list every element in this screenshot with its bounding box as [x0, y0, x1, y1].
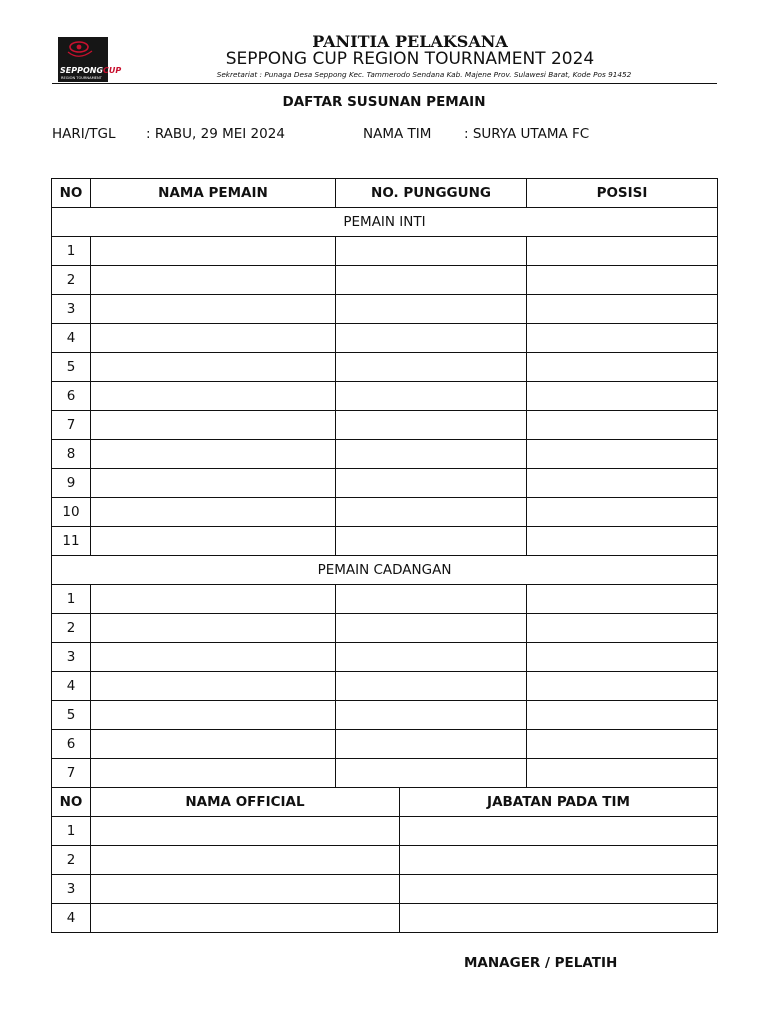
jersey-number-cell[interactable]: [336, 295, 527, 324]
starter-row: [52, 469, 718, 498]
starter-row: [52, 498, 718, 527]
document-title: DAFTAR SUSUNAN PEMAIN: [282, 94, 486, 110]
position-cell[interactable]: [527, 353, 718, 382]
event-title: SEPPONG CUP REGION TOURNAMENT 2024: [225, 49, 595, 69]
row-number: 6: [52, 730, 91, 759]
starters-section-row: [52, 208, 718, 237]
col-header-position: POSISI: [527, 179, 718, 208]
official-row: [52, 875, 718, 904]
position-cell[interactable]: [527, 585, 718, 614]
sub-row: [52, 614, 718, 643]
position-cell[interactable]: [527, 411, 718, 440]
official-role-cell[interactable]: [400, 904, 718, 933]
col-header-official-role: JABATAN PADA TIM: [400, 788, 718, 817]
jersey-number-cell[interactable]: [336, 759, 527, 788]
sub-row: [52, 759, 718, 788]
header-divider: [52, 83, 717, 84]
sub-row: [52, 730, 718, 759]
row-number: 1: [52, 817, 91, 846]
subs-section-row: [52, 556, 718, 585]
official-row: [52, 817, 718, 846]
position-cell[interactable]: [527, 730, 718, 759]
player-name-cell[interactable]: [91, 237, 336, 266]
row-number: 7: [52, 759, 91, 788]
jersey-number-cell[interactable]: [336, 382, 527, 411]
player-name-cell[interactable]: [91, 295, 336, 324]
player-name-cell[interactable]: [91, 759, 336, 788]
position-cell[interactable]: [527, 324, 718, 353]
starter-row: [52, 440, 718, 469]
player-name-cell[interactable]: [91, 614, 336, 643]
player-name-cell[interactable]: [91, 440, 336, 469]
subs-section-label: PEMAIN CADANGAN: [52, 556, 718, 585]
date-value: : RABU, 29 MEI 2024: [146, 126, 285, 142]
row-number: 2: [52, 614, 91, 643]
row-number: 2: [52, 266, 91, 295]
sub-row: [52, 701, 718, 730]
roster-header-row: [52, 179, 718, 208]
official-name-cell[interactable]: [91, 904, 400, 933]
logo-ball: [77, 45, 82, 50]
starter-row: [52, 382, 718, 411]
position-cell[interactable]: [527, 701, 718, 730]
jersey-number-cell[interactable]: [336, 672, 527, 701]
player-name-cell[interactable]: [91, 498, 336, 527]
starter-row: [52, 237, 718, 266]
position-cell[interactable]: [527, 382, 718, 411]
row-number: 7: [52, 411, 91, 440]
official-role-cell[interactable]: [400, 817, 718, 846]
col-header-official-name: NAMA OFFICIAL: [91, 788, 400, 817]
officials-header-row: [52, 788, 718, 817]
row-number: 8: [52, 440, 91, 469]
row-number: 3: [52, 643, 91, 672]
player-name-cell[interactable]: [91, 469, 336, 498]
jersey-number-cell[interactable]: [336, 643, 527, 672]
official-role-cell[interactable]: [400, 846, 718, 875]
col-header-player-name: NAMA PEMAIN: [91, 179, 336, 208]
organizer-title: PANITIA PELAKSANA: [312, 32, 508, 51]
official-name-cell[interactable]: [91, 817, 400, 846]
player-name-cell[interactable]: [91, 585, 336, 614]
official-name-cell[interactable]: [91, 875, 400, 904]
jersey-number-cell[interactable]: [336, 266, 527, 295]
starter-row: [52, 353, 718, 382]
official-row: [52, 846, 718, 875]
starter-row: [52, 324, 718, 353]
jersey-number-cell[interactable]: [336, 527, 527, 556]
jersey-number-cell[interactable]: [336, 730, 527, 759]
position-cell[interactable]: [527, 614, 718, 643]
player-name-cell[interactable]: [91, 672, 336, 701]
official-row: [52, 904, 718, 933]
row-number: 9: [52, 469, 91, 498]
jersey-number-cell[interactable]: [336, 498, 527, 527]
player-name-cell[interactable]: [91, 643, 336, 672]
row-number: 5: [52, 353, 91, 382]
row-number: 4: [52, 672, 91, 701]
official-role-cell[interactable]: [400, 875, 718, 904]
player-name-cell[interactable]: [91, 324, 336, 353]
position-cell[interactable]: [527, 266, 718, 295]
signature-label: MANAGER / PELATIH: [464, 955, 618, 971]
row-number: 4: [52, 904, 91, 933]
jersey-number-cell[interactable]: [336, 440, 527, 469]
sub-row: [52, 672, 718, 701]
player-name-cell[interactable]: [91, 701, 336, 730]
row-number: 1: [52, 237, 91, 266]
row-number: 3: [52, 875, 91, 904]
logo-graphic: [58, 37, 122, 82]
starter-row: [52, 527, 718, 556]
sub-row: [52, 643, 718, 672]
player-name-cell[interactable]: [91, 266, 336, 295]
player-name-cell[interactable]: [91, 730, 336, 759]
position-cell[interactable]: [527, 672, 718, 701]
player-name-cell[interactable]: [91, 382, 336, 411]
team-value: : SURYA UTAMA FC: [464, 126, 590, 142]
position-cell[interactable]: [527, 469, 718, 498]
team-label: NAMA TIM: [363, 126, 432, 142]
position-cell[interactable]: [527, 643, 718, 672]
row-number: 6: [52, 382, 91, 411]
jersey-number-cell[interactable]: [336, 353, 527, 382]
sub-row: [52, 585, 718, 614]
jersey-number-cell[interactable]: [336, 237, 527, 266]
jersey-number-cell[interactable]: [336, 585, 527, 614]
position-cell[interactable]: [527, 527, 718, 556]
row-number: 11: [52, 527, 91, 556]
logo-text-main: SEPPONGCUP: [60, 66, 122, 75]
jersey-number-cell[interactable]: [336, 411, 527, 440]
position-cell[interactable]: [527, 237, 718, 266]
jersey-number-cell[interactable]: [336, 614, 527, 643]
jersey-number-cell[interactable]: [336, 324, 527, 353]
position-cell[interactable]: [527, 498, 718, 527]
starter-row: [52, 266, 718, 295]
lineup-table: [51, 178, 718, 933]
position-cell[interactable]: [527, 759, 718, 788]
starter-row: [52, 295, 718, 324]
row-number: 2: [52, 846, 91, 875]
secretariat-address: Sekretariat : Punaga Desa Seppong Kec. Tammerodo Sendana Kab. Majene Prov. Sulawesi Barat, Kode Pos 91452: [216, 70, 632, 79]
jersey-number-cell[interactable]: [336, 469, 527, 498]
position-cell[interactable]: [527, 440, 718, 469]
row-number: 3: [52, 295, 91, 324]
row-number: 4: [52, 324, 91, 353]
position-cell[interactable]: [527, 295, 718, 324]
row-number: 5: [52, 701, 91, 730]
col-header-jersey-number: NO. PUNGGUNG: [336, 179, 527, 208]
col-header-official-no: NO: [52, 788, 91, 817]
player-name-cell[interactable]: [91, 353, 336, 382]
starters-section-label: PEMAIN INTI: [52, 208, 718, 237]
player-name-cell[interactable]: [91, 411, 336, 440]
row-number: 10: [52, 498, 91, 527]
date-label: HARI/TGL: [52, 126, 116, 142]
starter-row: [52, 411, 718, 440]
col-header-no: NO: [52, 179, 91, 208]
tournament-logo: [58, 37, 122, 82]
row-number: 1: [52, 585, 91, 614]
jersey-number-cell[interactable]: [336, 701, 527, 730]
lineup-table-body: [52, 179, 718, 933]
player-name-cell[interactable]: [91, 527, 336, 556]
logo-text-sub: REGION TOURNAMENT: [61, 76, 102, 80]
official-name-cell[interactable]: [91, 846, 400, 875]
